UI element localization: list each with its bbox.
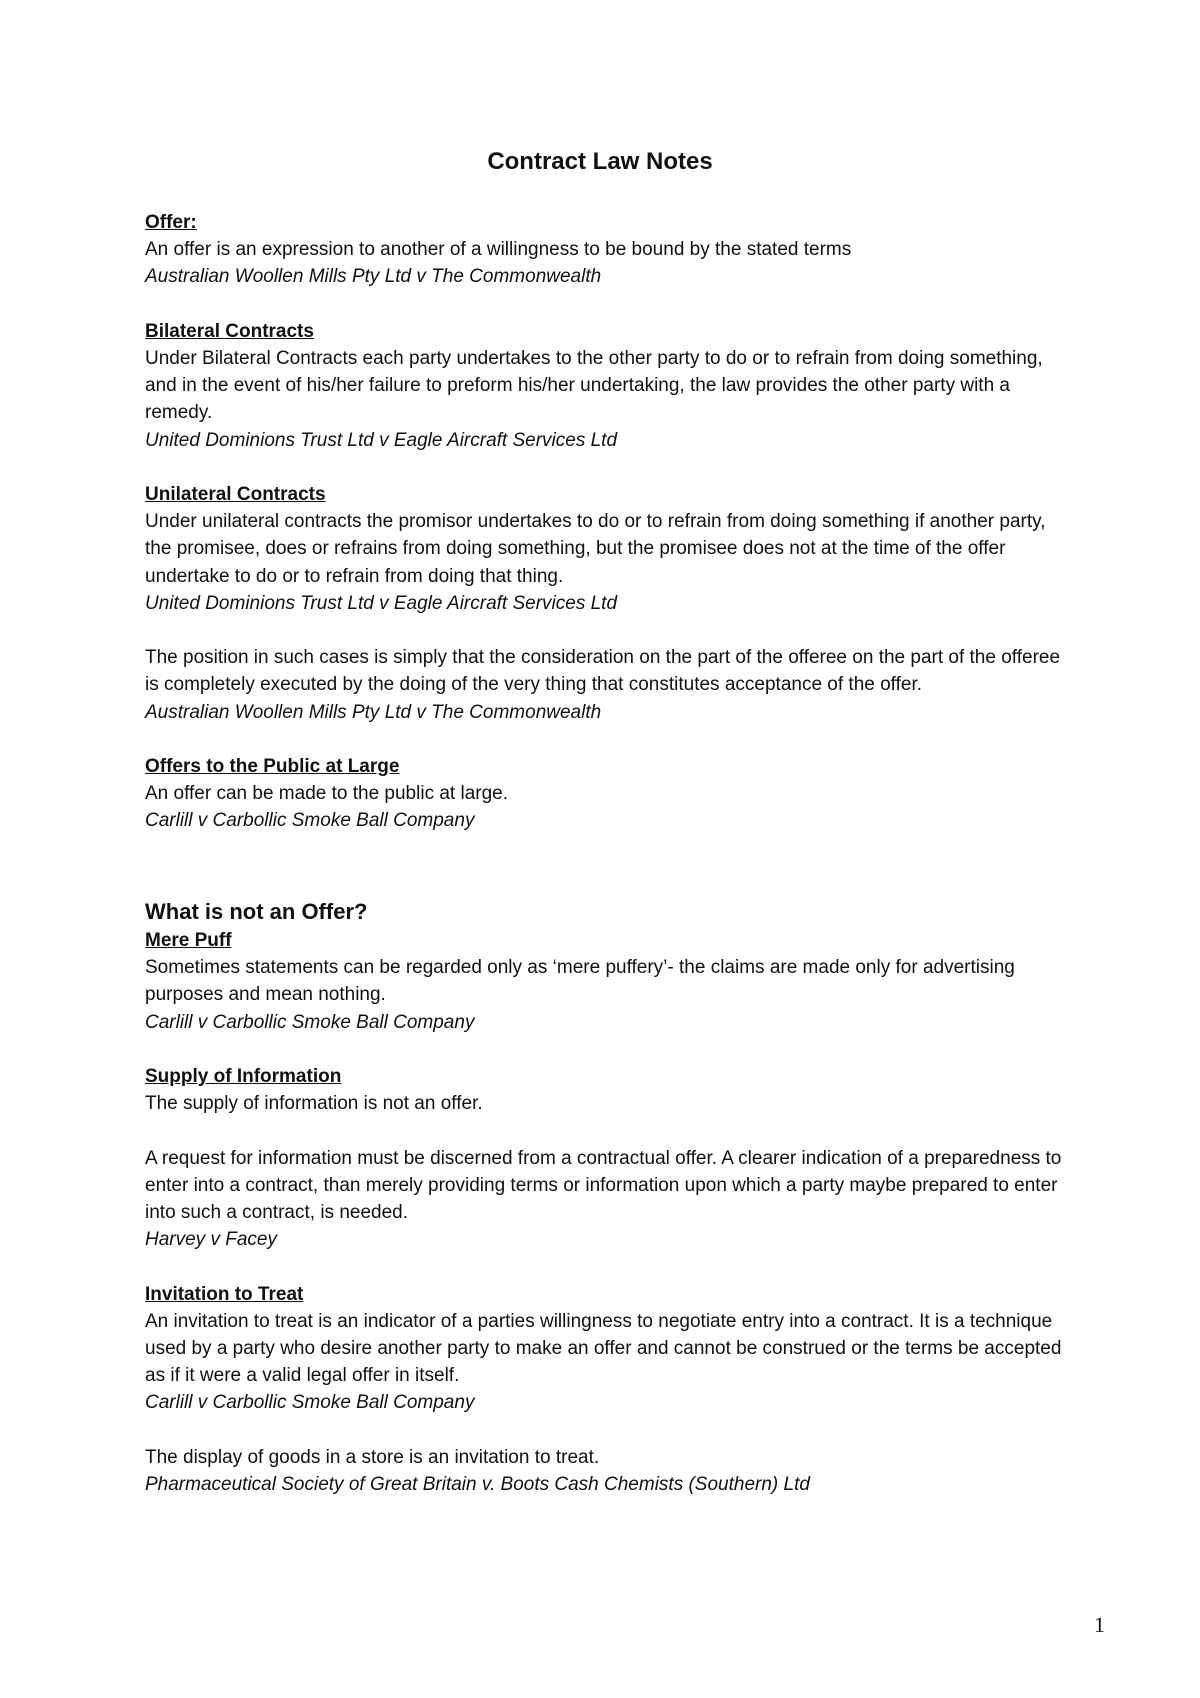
supply-case: Harvey v Facey [145, 1229, 277, 1251]
invitation-heading: Invitation to Treat [145, 1283, 304, 1305]
unilateral-text: Under unilateral contracts the promisor undertakes to do or to refrain from doing something if another party, the promisee, does or refrains from doing something, but the promisee does not at the time of the offer undertake to do or to refrain from doing that thing. [145, 511, 1046, 587]
invitation-section [145, 1281, 1075, 1417]
bilateral-text: Under Bilateral Contracts each party undertakes to the other party to do or to refrain from doing something, and in the event of his/her failure to preform his/her undertaking, the law provides the other party with a remedy. [145, 348, 1043, 424]
mere-puff-text: Sometimes statements can be regarded only as ‘mere puffery’- the claims are made only for advertising purposes and mean nothing. [145, 957, 1015, 1006]
document-body [145, 209, 1075, 1525]
display-goods-text: The display of goods in a store is an invitation to treat. [145, 1446, 600, 1468]
supply-text: The supply of information is not an offer. [145, 1093, 483, 1115]
not-offer-section [145, 897, 1075, 1498]
not-offer-heading: What is not an Offer? [145, 898, 368, 924]
mere-puff-case: Carlill v Carbollic Smoke Ball Company [145, 1011, 475, 1033]
unilateral-heading: Unilateral Contracts [145, 484, 326, 505]
supply-section [145, 1063, 1075, 1117]
bilateral-case: United Dominions Trust Ltd v Eagle Aircraft Services Ltd [145, 429, 618, 451]
page-title: Contract Law Notes [487, 148, 713, 175]
public-case: Carlill v Carbollic Smoke Ball Company [145, 810, 475, 832]
supply-request-section [145, 1145, 1075, 1254]
invitation-case: Carlill v Carbollic Smoke Ball Company [145, 1392, 475, 1414]
supply-heading: Supply of Information [145, 1065, 342, 1087]
mere-puff-heading: Mere Puff [145, 929, 232, 951]
offer-text: An offer is an expression to another of a willingness to be bound by the stated terms [145, 239, 852, 261]
invitation-text: An invitation to treat is an indicator of a parties willingness to negotiate entry into a contract. It is a technique used by a party who desire another party to make an offer and cannot be construed or the terms be accepted as if it were a valid legal offer in itself. [145, 1310, 1062, 1387]
bilateral-section [145, 318, 1075, 454]
unilateral-consideration-text: The position in such cases is simply that the consideration on the part of the offeree on the part of the offeree is completely executed by the doing of the very thing that constitutes acceptance of the offer. [145, 647, 1061, 696]
offer-case: Australian Woollen Mills Pty Ltd v The Commonwealth [145, 266, 602, 288]
unilateral-consideration-section [145, 644, 1075, 726]
unilateral-consideration-case: Australian Woollen Mills Pty Ltd v The Commonwealth [145, 701, 602, 723]
offer-section [145, 209, 1075, 291]
section-gap [145, 862, 1075, 889]
bilateral-heading: Bilateral Contracts [145, 320, 314, 342]
supply-request-text: A request for information must be discerned from a contractual offer. A clearer indication of a preparedness to enter into a contract, than merely providing terms or information upon which a party maybe prepared to enter into such a contract, is needed. [145, 1147, 1062, 1223]
public-section [145, 753, 1075, 835]
offer-heading: Offer: [145, 212, 197, 233]
page-number: 1 [1094, 1612, 1105, 1637]
display-goods-section [145, 1444, 1075, 1498]
mere-puff-section [145, 927, 1075, 1036]
public-text: An offer can be made to the public at large. [145, 783, 508, 805]
unilateral-case: United Dominions Trust Ltd v Eagle Aircraft Services Ltd [145, 592, 618, 614]
public-heading: Offers to the Public at Large [145, 756, 400, 777]
unilateral-section [145, 481, 1075, 617]
display-goods-case: Pharmaceutical Society of Great Britain v. Boots Cash Chemists (Southern) Ltd [145, 1473, 810, 1495]
